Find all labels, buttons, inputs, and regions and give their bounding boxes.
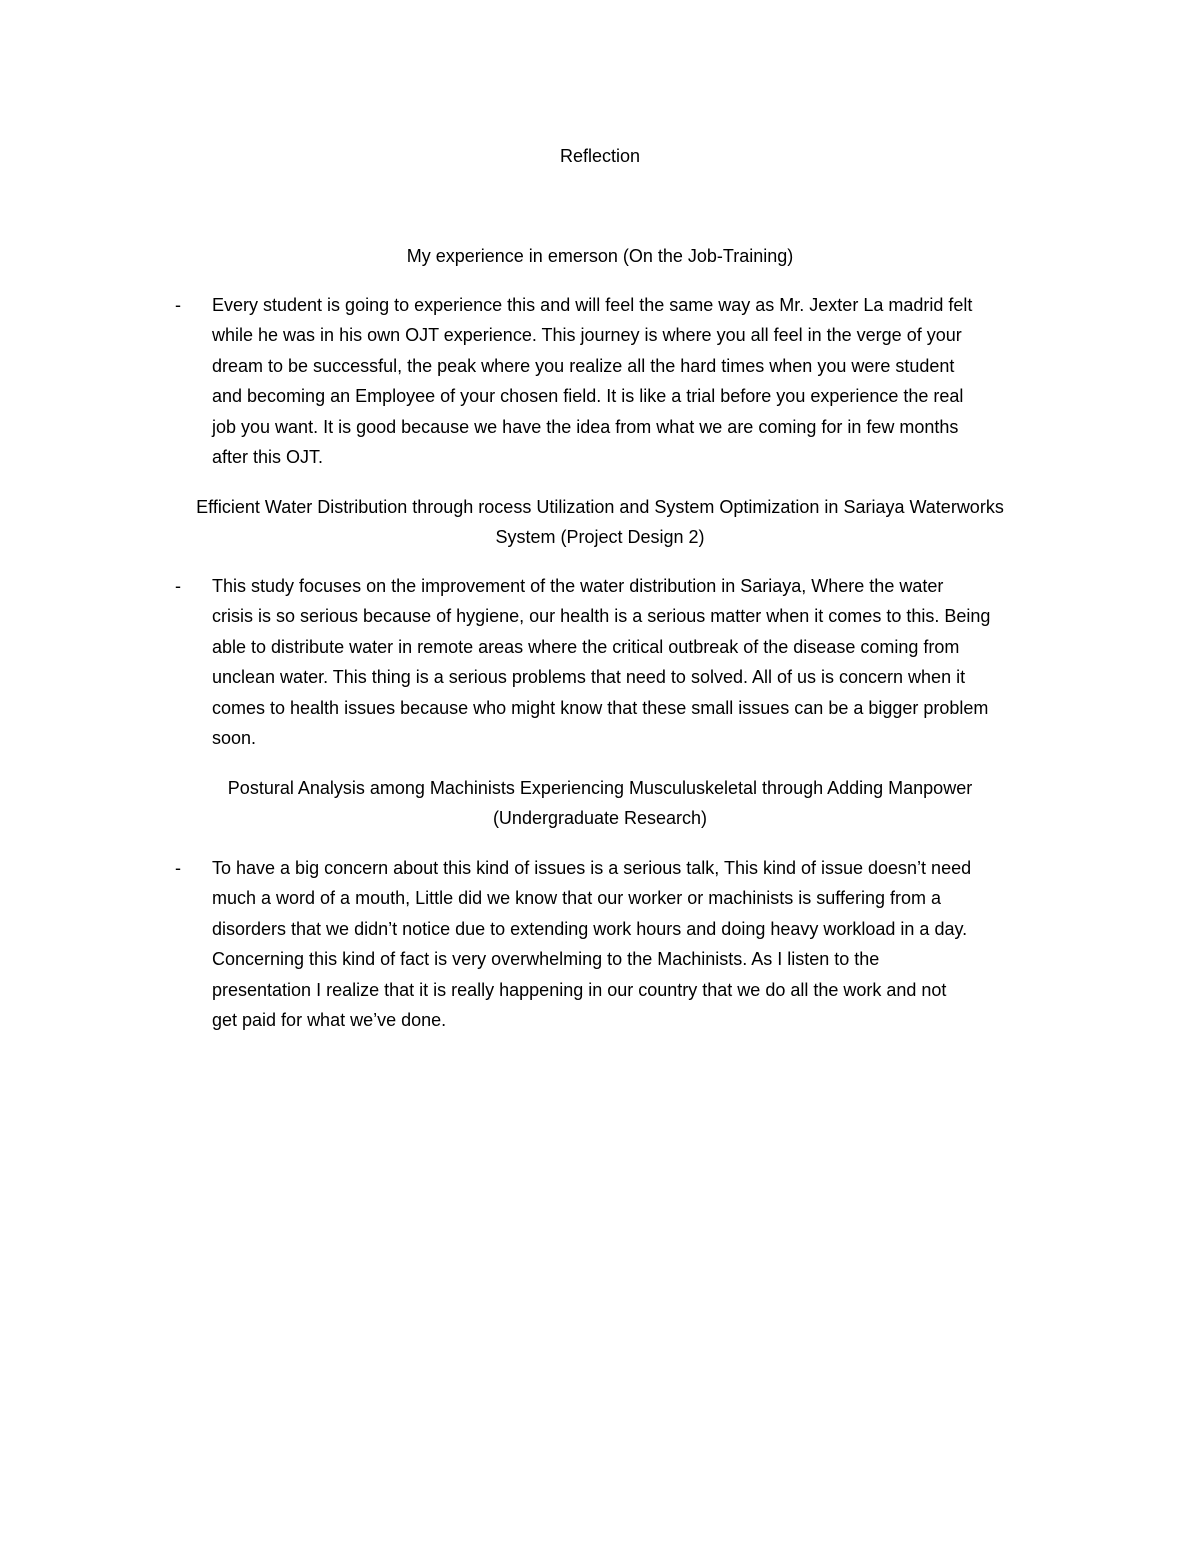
section-2-body bbox=[212, 571, 1072, 753]
document-title: Reflection bbox=[559, 146, 641, 166]
body-line: much a word of a mouth, Little did we know that our worker or machinists is suffering from a bbox=[212, 888, 941, 909]
section-1-body bbox=[212, 290, 1072, 472]
body-line: comes to health issues because who might know that these small issues can be a bigger problem bbox=[212, 697, 989, 718]
body-line: Every student is going to experience this and will feel the same way as Mr. Jexter La madrid felt bbox=[212, 295, 973, 315]
bullet-dash: - bbox=[175, 858, 181, 878]
section-3-body bbox=[212, 853, 1072, 1035]
body-line: while he was in his own OJT experience. This journey is where you all feel in the verge of your bbox=[212, 325, 962, 346]
body-line: presentation I realize that it is really happening in our country that we do all the work and not bbox=[212, 979, 947, 1000]
body-line: To have a big concern about this kind of issues is a serious talk, This kind of issue doesn’t need bbox=[212, 858, 972, 878]
body-line: get paid for what we’ve done. bbox=[212, 1010, 447, 1031]
body-line: job you want. It is good because we have the idea from what we are coming for in few months bbox=[212, 416, 959, 437]
body-line: after this OJT. bbox=[212, 447, 324, 468]
section-2-heading-line-1: Efficient Water Distribution through rocess Utilization and System Optimization in Sariaya Waterworks bbox=[196, 497, 1004, 517]
section-3-heading-line-2: (Undergraduate Research) bbox=[492, 808, 708, 828]
body-line: able to distribute water in remote areas where the critical outbreak of the disease coming from bbox=[212, 636, 960, 657]
body-line: soon. bbox=[212, 728, 257, 749]
section-2-heading-line-2: System (Project Design 2) bbox=[495, 527, 705, 547]
section-3-heading-line-1: Postural Analysis among Machinists Experiencing Musculuskeletal through Adding Manpower bbox=[227, 778, 973, 798]
section-1-heading: My experience in emerson (On the Job-Training) bbox=[406, 246, 794, 266]
bullet-dash: - bbox=[175, 295, 181, 315]
body-line: and becoming an Employee of your chosen field. It is like a trial before you experience the real bbox=[212, 386, 964, 407]
body-line: dream to be successful, the peak where you realize all the hard times when you were student bbox=[212, 355, 955, 376]
bullet-dash: - bbox=[175, 576, 181, 596]
body-line: Concerning this kind of fact is very overwhelming to the Machinists. As I listen to the bbox=[212, 949, 880, 970]
body-line: This study focuses on the improvement of the water distribution in Sariaya, Where the water bbox=[212, 576, 944, 596]
body-line: crisis is so serious because of hygiene, our health is a serious matter when it comes to this. Being bbox=[212, 606, 991, 627]
body-line: disorders that we didn’t notice due to extending work hours and doing heavy workload in a day. bbox=[212, 918, 968, 939]
body-line: unclean water. This thing is a serious problems that need to solved. All of us is concern when it bbox=[212, 667, 966, 688]
